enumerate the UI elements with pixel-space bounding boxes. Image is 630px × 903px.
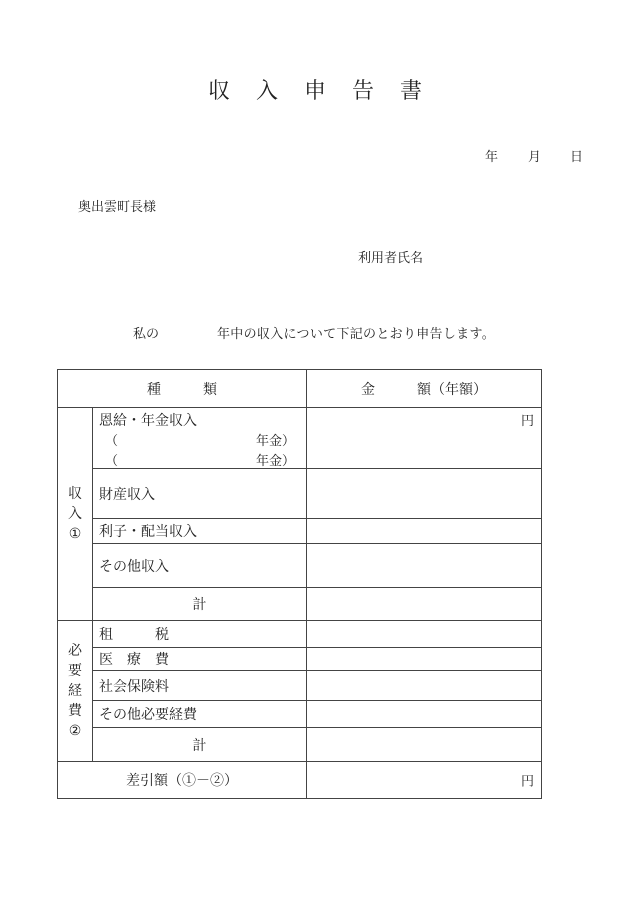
page-title: 収入申告書 [207, 79, 448, 104]
expense-group-label [58, 621, 93, 762]
pension-subline-close: 年金） [255, 434, 295, 449]
property-income-label: 財産収入 [93, 469, 307, 519]
income-total-label: 計 [93, 588, 307, 621]
income-group-label [58, 408, 93, 621]
net-amount-cell[interactable] [307, 762, 542, 799]
pension-subline-open: （ [105, 434, 119, 449]
pension-amount-cell[interactable] [307, 408, 542, 469]
declaration-prefix: 私の [133, 327, 160, 342]
pension-income-cell [93, 408, 307, 469]
income-total-row [58, 588, 542, 621]
interest-income-row [58, 519, 542, 544]
yen-unit: 円 [520, 414, 534, 429]
social-insurance-label: 社会保険料 [93, 671, 307, 701]
pension-income-label: 恩給・年金収入 [99, 413, 197, 429]
date-month-label: 月 [528, 150, 542, 165]
social-insurance-amount-cell[interactable] [307, 671, 542, 701]
other-income-row [58, 544, 542, 588]
income-label-char: 入 [68, 506, 82, 522]
medical-row [58, 648, 542, 671]
income-declaration-table [57, 369, 542, 799]
tax-row [58, 621, 542, 648]
expense-label-char: 経 [68, 683, 82, 699]
applicant-name-label: 利用者氏名 [358, 251, 424, 266]
property-amount-cell[interactable] [307, 469, 542, 519]
income-total-amount-cell[interactable] [307, 588, 542, 621]
net-label: 差引額（①－②） [58, 762, 307, 799]
income-label-char: 収 [68, 486, 82, 502]
date-day-label: 日 [570, 150, 584, 165]
interest-amount-cell[interactable] [307, 519, 542, 544]
pension-subline-open: （ [105, 454, 119, 469]
header-type: 種 類 [58, 370, 307, 408]
expense-total-label: 計 [93, 728, 307, 762]
other-expense-amount-cell[interactable] [307, 701, 542, 728]
expense-total-amount-cell[interactable] [307, 728, 542, 762]
tax-label: 租 税 [93, 621, 307, 648]
interest-income-label: 利子・配当収入 [93, 519, 307, 544]
social-insurance-row [58, 671, 542, 701]
header-amount: 金 額（年額） [307, 370, 542, 408]
pension-income-row [58, 408, 542, 469]
expense-label-char: 必 [68, 643, 82, 659]
other-income-amount-cell[interactable] [307, 544, 542, 588]
other-expense-row [58, 701, 542, 728]
date-year-label: 年 [485, 150, 499, 165]
addressee: 奥出雲町長様 [78, 200, 157, 215]
income-label-char: ① [68, 526, 82, 542]
table-header-row [58, 370, 542, 408]
medical-amount-cell[interactable] [307, 648, 542, 671]
medical-label: 医 療 費 [93, 648, 307, 671]
other-expense-label: その他必要経費 [93, 701, 307, 728]
yen-unit: 円 [520, 774, 534, 790]
net-row [58, 762, 542, 799]
declaration-text: 年中の収入について下記のとおり申告します。 [217, 327, 496, 342]
tax-amount-cell[interactable] [307, 621, 542, 648]
pension-subline-close: 年金） [255, 454, 295, 469]
expense-label-char: 要 [68, 663, 82, 679]
expense-label-char: 費 [68, 703, 82, 719]
expense-label-char: ② [68, 723, 82, 739]
property-income-row [58, 469, 542, 519]
other-income-label: その他収入 [93, 544, 307, 588]
expense-total-row [58, 728, 542, 762]
